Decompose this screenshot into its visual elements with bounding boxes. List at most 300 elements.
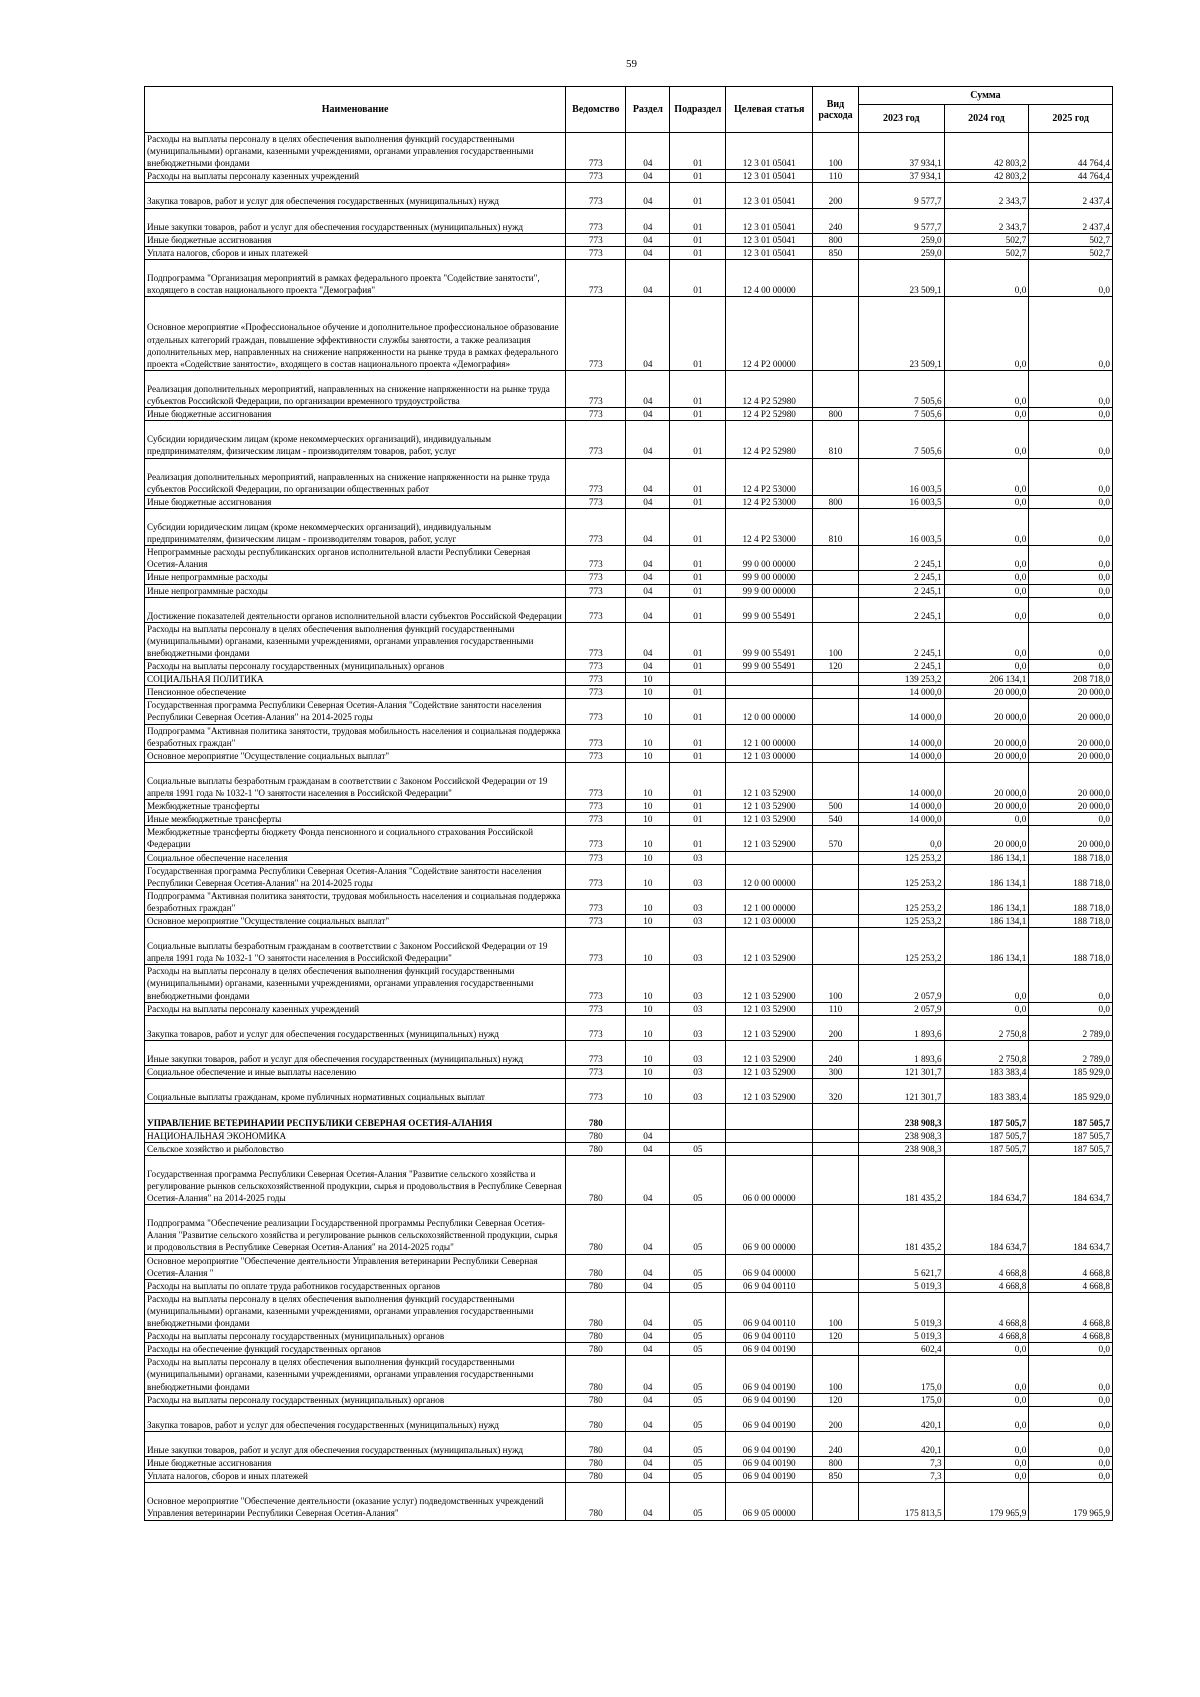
row-vid [813, 686, 859, 699]
row-vedomstvo: 780 [566, 1155, 626, 1204]
row-sum-2025: 0,0 [1029, 1470, 1113, 1483]
row-name: Закупка товаров, работ и услуг для обеспечения государственных (муниципальных) нужд [145, 1406, 566, 1431]
row-sum-2023: 2 245,1 [858, 660, 944, 673]
row-razdel: 10 [626, 889, 670, 914]
row-sum-2024: 20 000,0 [944, 749, 1029, 762]
table-row [145, 1406, 1113, 1431]
row-sum-2023: 5 621,7 [858, 1254, 944, 1279]
row-target: 12 1 00 00000 [726, 889, 813, 914]
row-razdel: 04 [626, 246, 670, 259]
row-vedomstvo: 780 [566, 1431, 626, 1456]
row-sum-2024: 20 000,0 [944, 686, 1029, 699]
table-row [145, 1079, 1113, 1104]
row-name: Социальное обеспечение населения [145, 851, 566, 864]
row-name: Иные закупки товаров, работ и услуг для обеспечения государственных (муниципальных) нужд [145, 1040, 566, 1065]
row-vid: 100 [813, 133, 859, 170]
row-sum-2023: 7 505,6 [858, 370, 944, 407]
table-row [145, 1470, 1113, 1483]
row-name: Сельское хозяйство и рыболовство [145, 1142, 566, 1155]
row-razdel: 04 [626, 571, 670, 584]
row-target: 06 9 04 00110 [726, 1330, 813, 1343]
row-razdel: 04 [626, 1279, 670, 1292]
table-row [145, 851, 1113, 864]
row-name: Расходы на выплаты персоналу в целях обеспечения выполнения функций государственными (муниципальными) органами, казенными учреждениями, органами управления государственными внебюджетными фондами [145, 133, 566, 170]
row-sum-2023: 175 813,5 [858, 1483, 944, 1520]
row-razdel: 04 [626, 495, 670, 508]
row-sum-2025: 20 000,0 [1029, 724, 1113, 749]
row-sum-2024: 2 343,7 [944, 183, 1029, 208]
row-target: 12 1 03 52900 [726, 762, 813, 799]
row-sum-2025: 187 505,7 [1029, 1129, 1113, 1142]
row-sum-2023: 7,3 [858, 1470, 944, 1483]
row-sum-2025: 185 929,0 [1029, 1066, 1113, 1079]
row-vedomstvo: 780 [566, 1343, 626, 1356]
row-name: Социальное обеспечение и иные выплаты населению [145, 1066, 566, 1079]
row-razdel: 04 [626, 259, 670, 296]
row-vid [813, 1155, 859, 1204]
row-target: 06 9 00 00000 [726, 1205, 813, 1254]
row-razdel: 04 [626, 1431, 670, 1456]
row-sum-2024: 502,7 [944, 233, 1029, 246]
table-row [145, 495, 1113, 508]
row-vid [813, 1254, 859, 1279]
row-sum-2023: 139 253,2 [858, 673, 944, 686]
row-sum-2023: 121 301,7 [858, 1079, 944, 1104]
row-target: 99 9 00 00000 [726, 584, 813, 597]
row-vid [813, 1104, 859, 1129]
row-sum-2025: 2 789,0 [1029, 1015, 1113, 1040]
row-sum-2025: 0,0 [1029, 508, 1113, 545]
row-sum-2024: 0,0 [944, 297, 1029, 371]
row-sum-2023: 2 245,1 [858, 571, 944, 584]
row-sum-2024: 20 000,0 [944, 699, 1029, 724]
row-vid [813, 571, 859, 584]
row-podrazdel: 01 [670, 699, 726, 724]
row-vedomstvo: 780 [566, 1330, 626, 1343]
row-sum-2024: 206 134,1 [944, 673, 1029, 686]
row-sum-2024: 0,0 [944, 660, 1029, 673]
row-sum-2023: 2 057,9 [858, 1002, 944, 1015]
row-sum-2023: 5 019,3 [858, 1292, 944, 1329]
row-vedomstvo: 773 [566, 421, 626, 458]
row-sum-2025: 20 000,0 [1029, 826, 1113, 851]
table-row [145, 1343, 1113, 1356]
row-sum-2025: 0,0 [1029, 1393, 1113, 1406]
row-vedomstvo: 773 [566, 1040, 626, 1065]
row-sum-2023: 23 509,1 [858, 297, 944, 371]
row-vid: 100 [813, 1356, 859, 1393]
row-podrazdel: 01 [670, 571, 726, 584]
header-name: Наименование [145, 87, 566, 133]
row-razdel: 04 [626, 408, 670, 421]
row-razdel: 10 [626, 1040, 670, 1065]
row-sum-2023: 37 934,1 [858, 170, 944, 183]
table-row [145, 864, 1113, 889]
row-razdel: 04 [626, 297, 670, 371]
row-vedomstvo: 780 [566, 1104, 626, 1129]
row-sum-2025: 0,0 [1029, 421, 1113, 458]
row-name: Иные бюджетные ассигнования [145, 1457, 566, 1470]
row-vid: 850 [813, 246, 859, 259]
row-vid: 120 [813, 1393, 859, 1406]
row-razdel: 10 [626, 851, 670, 864]
row-name: Расходы на выплаты персоналу в целях обеспечения выполнения функций государственными (муниципальными) органами, казенными учреждениями, органами управления государственными внебюджетными фондами [145, 965, 566, 1002]
row-sum-2023: 121 301,7 [858, 1066, 944, 1079]
table-row [145, 1205, 1113, 1254]
row-sum-2025: 0,0 [1029, 622, 1113, 659]
row-target: 12 1 03 52900 [726, 826, 813, 851]
row-name: Иные закупки товаров, работ и услуг для обеспечения государственных (муниципальных) нужд [145, 208, 566, 233]
row-vedomstvo: 773 [566, 458, 626, 495]
row-target: 12 1 03 52900 [726, 965, 813, 1002]
table-row [145, 699, 1113, 724]
row-sum-2023: 2 245,1 [858, 597, 944, 622]
row-podrazdel: 05 [670, 1483, 726, 1520]
row-name: Расходы на выплаты персоналу казенных учреждений [145, 1002, 566, 1015]
row-podrazdel: 05 [670, 1330, 726, 1343]
row-podrazdel: 01 [670, 660, 726, 673]
row-target: 12 1 03 52900 [726, 813, 813, 826]
row-podrazdel: 01 [670, 495, 726, 508]
row-sum-2024: 0,0 [944, 1343, 1029, 1356]
row-podrazdel: 01 [670, 458, 726, 495]
row-target: 12 1 03 52900 [726, 1002, 813, 1015]
row-podrazdel: 01 [670, 724, 726, 749]
page-number: 59 [626, 58, 637, 70]
row-vedomstvo: 780 [566, 1292, 626, 1329]
row-vid: 100 [813, 1292, 859, 1329]
row-target: 12 1 03 00000 [726, 749, 813, 762]
row-sum-2024: 42 803,2 [944, 133, 1029, 170]
table-row [145, 686, 1113, 699]
row-razdel: 10 [626, 1079, 670, 1104]
row-sum-2024: 20 000,0 [944, 762, 1029, 799]
table-row [145, 1457, 1113, 1470]
row-vedomstvo: 773 [566, 762, 626, 799]
row-sum-2025: 20 000,0 [1029, 762, 1113, 799]
row-target [726, 1129, 813, 1142]
row-sum-2025: 179 965,9 [1029, 1483, 1113, 1520]
row-name: Реализация дополнительных мероприятий, направленных на снижение напряженности на рынке труда субъектов Российской Федерации, по организации временного трудоустройства [145, 370, 566, 407]
row-sum-2023: 2 057,9 [858, 965, 944, 1002]
row-podrazdel: 03 [670, 864, 726, 889]
row-name: Иные межбюджетные трансферты [145, 813, 566, 826]
row-target: 06 9 04 00190 [726, 1431, 813, 1456]
row-sum-2024: 186 134,1 [944, 889, 1029, 914]
row-vedomstvo: 773 [566, 826, 626, 851]
row-target: 06 9 04 00190 [726, 1393, 813, 1406]
row-vedomstvo: 773 [566, 928, 626, 965]
row-vedomstvo: 773 [566, 622, 626, 659]
row-name: Социальные выплаты безработным гражданам в соответствии с Законом Российской Федерации от 19 апреля 1991 года № 1032-1 "О занятости населения в Российской Федерации" [145, 928, 566, 965]
row-sum-2024: 20 000,0 [944, 724, 1029, 749]
row-target: 12 4 P2 00000 [726, 297, 813, 371]
header-vedomstvo: Ведомство [566, 87, 626, 133]
row-vedomstvo: 773 [566, 546, 626, 571]
row-sum-2025: 187 505,7 [1029, 1104, 1113, 1129]
row-name: Уплата налогов, сборов и иных платежей [145, 1470, 566, 1483]
row-podrazdel [670, 673, 726, 686]
row-vedomstvo: 773 [566, 170, 626, 183]
budget-table [144, 86, 1113, 1521]
table-row [145, 508, 1113, 545]
row-vedomstvo: 773 [566, 851, 626, 864]
row-sum-2025: 188 718,0 [1029, 889, 1113, 914]
row-sum-2023: 5 019,3 [858, 1330, 944, 1343]
row-target: 12 4 P2 52980 [726, 370, 813, 407]
row-target: 12 3 01 05041 [726, 183, 813, 208]
row-target [726, 673, 813, 686]
table-row [145, 233, 1113, 246]
row-name: Иные непрограммные расходы [145, 584, 566, 597]
row-sum-2023: 2 245,1 [858, 622, 944, 659]
row-vedomstvo: 773 [566, 699, 626, 724]
row-name: Реализация дополнительных мероприятий, направленных на снижение напряженности на рынке труда субъектов Российской Федерации, по организации общественных работ [145, 458, 566, 495]
row-razdel: 10 [626, 1066, 670, 1079]
row-sum-2024: 4 668,8 [944, 1330, 1029, 1343]
row-sum-2024: 0,0 [944, 1356, 1029, 1393]
header-target: Целевая статья [726, 87, 813, 133]
row-sum-2023: 181 435,2 [858, 1155, 944, 1204]
table-row [145, 1129, 1113, 1142]
row-razdel: 04 [626, 1406, 670, 1431]
row-podrazdel: 01 [670, 762, 726, 799]
row-target: 06 9 04 00190 [726, 1356, 813, 1393]
row-podrazdel: 01 [670, 370, 726, 407]
row-name: Субсидии юридическим лицам (кроме некоммерческих организаций), индивидуальным предпринимателям, физическим лицам - производителям товаров, работ, услуг [145, 508, 566, 545]
row-razdel: 10 [626, 699, 670, 724]
row-razdel: 04 [626, 1393, 670, 1406]
row-vid: 240 [813, 1040, 859, 1065]
row-sum-2024: 0,0 [944, 508, 1029, 545]
row-name: Социальные выплаты безработным гражданам в соответствии с Законом Российской Федерации от 19 апреля 1991 года № 1032-1 "О занятости населения в Российской Федерации" [145, 762, 566, 799]
row-sum-2023: 16 003,5 [858, 458, 944, 495]
row-sum-2025: 44 764,4 [1029, 133, 1113, 170]
table-header [145, 87, 1113, 133]
row-sum-2023: 37 934,1 [858, 133, 944, 170]
row-podrazdel: 03 [670, 889, 726, 914]
row-target: 12 0 00 00000 [726, 864, 813, 889]
row-sum-2023: 175,0 [858, 1356, 944, 1393]
row-name: Расходы на выплаты по оплате труда работников государственных органов [145, 1279, 566, 1292]
row-sum-2025: 208 718,0 [1029, 673, 1113, 686]
row-sum-2024: 4 668,8 [944, 1292, 1029, 1329]
row-vid [813, 297, 859, 371]
row-razdel: 10 [626, 914, 670, 927]
row-sum-2024: 0,0 [944, 546, 1029, 571]
row-sum-2024: 502,7 [944, 246, 1029, 259]
row-vid: 800 [813, 408, 859, 421]
header-razdel: Раздел [626, 87, 670, 133]
row-sum-2024: 0,0 [944, 1431, 1029, 1456]
row-vid: 540 [813, 813, 859, 826]
row-sum-2025: 4 668,8 [1029, 1292, 1113, 1329]
row-vedomstvo: 773 [566, 889, 626, 914]
row-razdel: 04 [626, 1470, 670, 1483]
row-name: Иные бюджетные ассигнования [145, 495, 566, 508]
row-target: 06 9 04 00110 [726, 1279, 813, 1292]
row-razdel: 04 [626, 622, 670, 659]
header-sum: Сумма [858, 87, 1112, 105]
row-sum-2023: 2 245,1 [858, 584, 944, 597]
row-sum-2023: 14 000,0 [858, 800, 944, 813]
row-vedomstvo: 780 [566, 1254, 626, 1279]
row-vedomstvo: 773 [566, 686, 626, 699]
row-sum-2024: 0,0 [944, 571, 1029, 584]
row-razdel: 10 [626, 800, 670, 813]
row-sum-2023: 238 908,3 [858, 1104, 944, 1129]
row-vedomstvo: 773 [566, 1002, 626, 1015]
row-target: 12 1 03 52900 [726, 1079, 813, 1104]
row-sum-2023: 420,1 [858, 1406, 944, 1431]
row-target: 12 3 01 05041 [726, 233, 813, 246]
row-sum-2024: 187 505,7 [944, 1129, 1029, 1142]
table-row [145, 1356, 1113, 1393]
row-razdel: 04 [626, 208, 670, 233]
table-row [145, 660, 1113, 673]
row-vedomstvo: 773 [566, 183, 626, 208]
row-sum-2024: 20 000,0 [944, 826, 1029, 851]
row-sum-2025: 20 000,0 [1029, 800, 1113, 813]
row-podrazdel: 03 [670, 914, 726, 927]
row-sum-2023: 238 908,3 [858, 1142, 944, 1155]
row-vid: 200 [813, 183, 859, 208]
row-sum-2023: 5 019,3 [858, 1279, 944, 1292]
row-sum-2023: 14 000,0 [858, 686, 944, 699]
row-sum-2023: 259,0 [858, 246, 944, 259]
row-sum-2023: 14 000,0 [858, 724, 944, 749]
row-podrazdel: 03 [670, 1066, 726, 1079]
table-row [145, 1431, 1113, 1456]
row-vedomstvo: 773 [566, 259, 626, 296]
table-row [145, 421, 1113, 458]
row-podrazdel: 01 [670, 233, 726, 246]
row-razdel: 04 [626, 508, 670, 545]
row-name: Расходы на выплаты персоналу в целях обеспечения выполнения функций государственными (муниципальными) органами, казенными учреждениями, органами управления государственными внебюджетными фондами [145, 1292, 566, 1329]
row-sum-2024: 186 134,1 [944, 864, 1029, 889]
row-podrazdel: 01 [670, 800, 726, 813]
row-vedomstvo: 773 [566, 584, 626, 597]
row-razdel: 10 [626, 813, 670, 826]
table-row [145, 133, 1113, 170]
row-sum-2025: 4 668,8 [1029, 1330, 1113, 1343]
row-vedomstvo: 780 [566, 1205, 626, 1254]
row-sum-2025: 20 000,0 [1029, 699, 1113, 724]
row-podrazdel: 01 [670, 597, 726, 622]
row-sum-2023: 14 000,0 [858, 762, 944, 799]
row-target [726, 686, 813, 699]
row-razdel: 04 [626, 597, 670, 622]
row-name: Государственная программа Республики Северная Осетия-Алания "Содействие занятости населения Республики Северная Осетия-Алания" на 2014-2025 годы [145, 864, 566, 889]
row-target: 99 0 00 00000 [726, 546, 813, 571]
row-name: Расходы на выплаты персоналу государственных (муниципальных) органов [145, 660, 566, 673]
row-vid: 800 [813, 1457, 859, 1470]
row-sum-2024: 20 000,0 [944, 800, 1029, 813]
row-podrazdel: 03 [670, 851, 726, 864]
row-name: Закупка товаров, работ и услуг для обеспечения государственных (муниципальных) нужд [145, 1015, 566, 1040]
row-vid [813, 1343, 859, 1356]
row-target: 06 9 04 00190 [726, 1457, 813, 1470]
row-razdel: 04 [626, 1457, 670, 1470]
table-row [145, 914, 1113, 927]
row-target [726, 851, 813, 864]
table-row [145, 370, 1113, 407]
row-sum-2023: 125 253,2 [858, 851, 944, 864]
row-sum-2025: 0,0 [1029, 965, 1113, 1002]
row-target: 06 9 04 00190 [726, 1470, 813, 1483]
row-vedomstvo: 773 [566, 800, 626, 813]
row-sum-2025: 0,0 [1029, 1343, 1113, 1356]
row-podrazdel: 05 [670, 1406, 726, 1431]
row-vid [813, 1483, 859, 1520]
row-podrazdel: 03 [670, 1040, 726, 1065]
table-row [145, 584, 1113, 597]
row-sum-2023: 125 253,2 [858, 914, 944, 927]
row-sum-2023: 238 908,3 [858, 1129, 944, 1142]
row-target [726, 1104, 813, 1129]
header-2025: 2025 год [1029, 105, 1113, 133]
row-vedomstvo: 773 [566, 864, 626, 889]
row-sum-2025: 4 668,8 [1029, 1279, 1113, 1292]
row-sum-2025: 20 000,0 [1029, 686, 1113, 699]
row-name: НАЦИОНАЛЬНАЯ ЭКОНОМИКА [145, 1129, 566, 1142]
header-podrazdel: Подраздел [670, 87, 726, 133]
row-sum-2024: 2 750,8 [944, 1015, 1029, 1040]
row-sum-2023: 16 003,5 [858, 495, 944, 508]
row-target: 06 9 04 00110 [726, 1292, 813, 1329]
row-name: Основное мероприятие "Осуществление социальных выплат" [145, 914, 566, 927]
row-sum-2025: 0,0 [1029, 1406, 1113, 1431]
row-sum-2025: 0,0 [1029, 259, 1113, 296]
row-vid: 800 [813, 233, 859, 246]
row-name: УПРАВЛЕНИЕ ВЕТЕРИНАРИИ РЕСПУБЛИКИ СЕВЕРНАЯ ОСЕТИЯ-АЛАНИЯ [145, 1104, 566, 1129]
row-vedomstvo: 773 [566, 133, 626, 170]
row-target: 12 3 01 05041 [726, 133, 813, 170]
row-vedomstvo: 773 [566, 673, 626, 686]
row-vid [813, 1279, 859, 1292]
row-razdel: 04 [626, 1254, 670, 1279]
row-razdel: 04 [626, 1330, 670, 1343]
table-row [145, 762, 1113, 799]
row-sum-2023: 602,4 [858, 1343, 944, 1356]
row-podrazdel: 05 [670, 1343, 726, 1356]
row-sum-2024: 187 505,7 [944, 1142, 1029, 1155]
row-vid: 120 [813, 660, 859, 673]
row-target: 12 4 P2 53000 [726, 508, 813, 545]
row-sum-2025: 2 437,4 [1029, 208, 1113, 233]
row-vid [813, 864, 859, 889]
row-podrazdel: 01 [670, 686, 726, 699]
row-podrazdel: 01 [670, 826, 726, 851]
row-name: Иные закупки товаров, работ и услуг для обеспечения государственных (муниципальных) нужд [145, 1431, 566, 1456]
row-podrazdel: 01 [670, 133, 726, 170]
row-sum-2024: 183 383,4 [944, 1066, 1029, 1079]
row-podrazdel: 03 [670, 965, 726, 1002]
row-target: 12 4 P2 52980 [726, 421, 813, 458]
row-vid [813, 1129, 859, 1142]
row-podrazdel: 05 [670, 1393, 726, 1406]
row-sum-2025: 187 505,7 [1029, 1142, 1113, 1155]
row-sum-2025: 188 718,0 [1029, 928, 1113, 965]
row-podrazdel: 01 [670, 408, 726, 421]
row-razdel: 10 [626, 686, 670, 699]
row-podrazdel: 01 [670, 546, 726, 571]
row-sum-2024: 0,0 [944, 458, 1029, 495]
row-name: Государственная программа Республики Северная Осетия-Алания "Содействие занятости населения Республики Северная Осетия-Алания" на 2014-2025 годы [145, 699, 566, 724]
table-row [145, 1104, 1113, 1129]
row-vedomstvo: 773 [566, 1015, 626, 1040]
row-vedomstvo: 773 [566, 1066, 626, 1079]
